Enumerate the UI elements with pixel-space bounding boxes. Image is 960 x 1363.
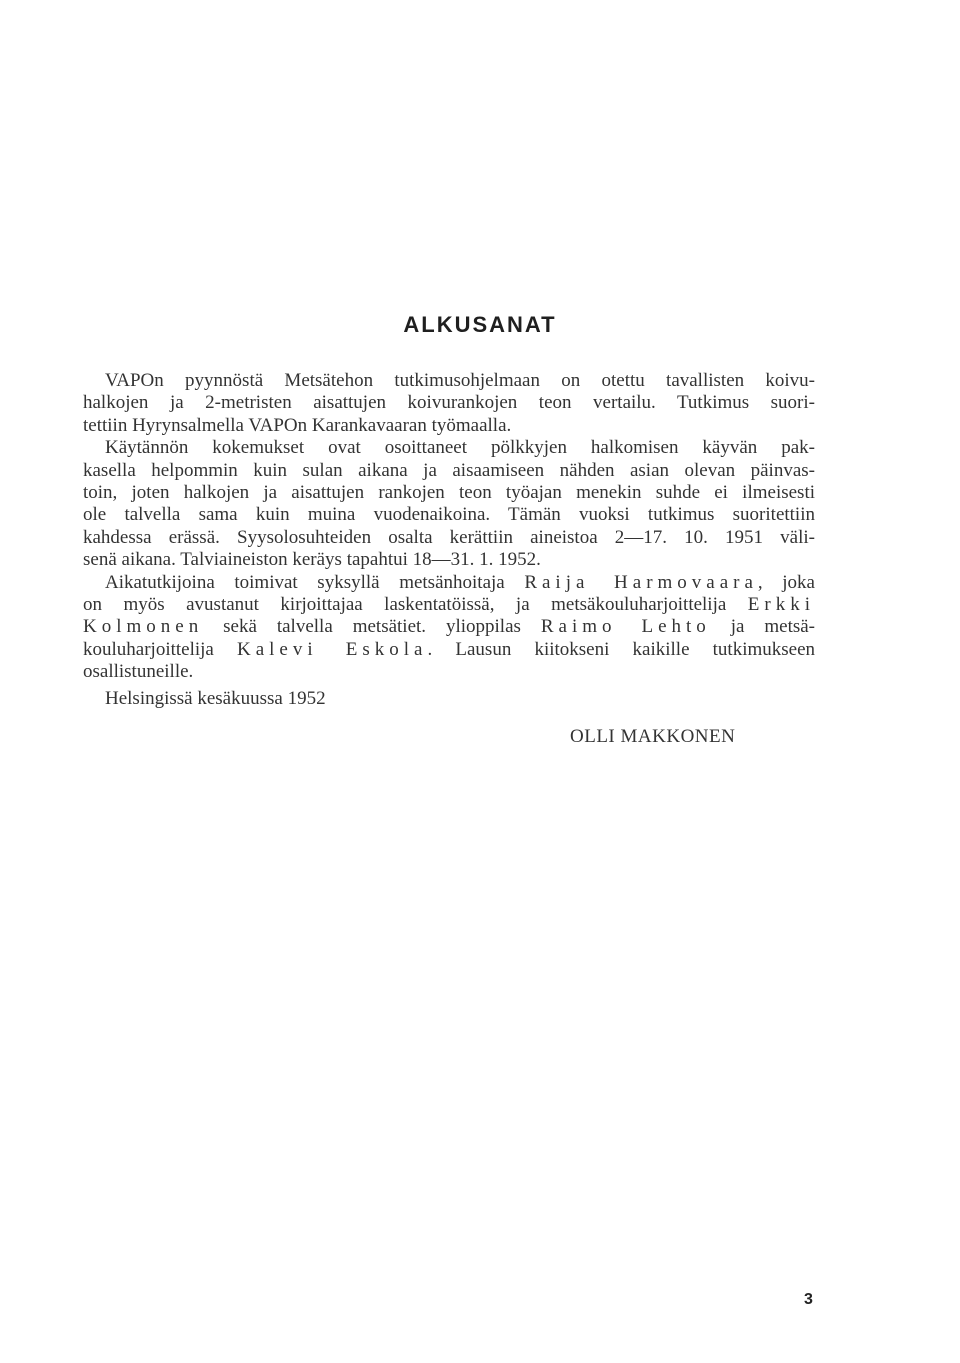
text-line: ole talvella sama kuin muina vuodenaikoina. Tämän vuoksi tutkimus suoritettiin — [83, 504, 815, 526]
text-fragment: on myös avustanut kirjoittajaa laskentatöissä, ja metsäkouluharjoittelija — [83, 594, 727, 616]
preface-body — [83, 370, 815, 684]
paragraph-acknowledgements — [83, 572, 815, 684]
author-signature: OLLI MAKKONEN — [570, 726, 736, 747]
text-line: toin, joten halkojen ja aisattujen rankojen teon työajan menekin suhde ei ilmeisesti — [83, 482, 815, 504]
text-fragment: sekä talvella metsätiet. ylioppilas — [223, 616, 521, 638]
text-fragment: , joka — [757, 571, 815, 593]
person-name: Raimo Lehto — [540, 616, 711, 638]
text-line — [83, 572, 815, 594]
text-fragment: ja metsä- — [730, 616, 816, 638]
text-line: senä aikana. Talviaineiston keräys tapahtui 18—31. 1. 1952. — [83, 549, 541, 571]
text-line: tettiin Hyrynsalmella VAPOn Karankavaaran työmaalla. — [83, 414, 512, 436]
text-line: osallistuneille. — [83, 661, 194, 683]
page-number: 3 — [804, 1291, 813, 1308]
text-fragment: kouluharjoittelija — [83, 638, 214, 660]
text-fragment: Aikatutkijoina toimivat syksyllä metsänhoitaja — [105, 571, 505, 593]
paragraph-intro — [83, 370, 815, 437]
place-and-date: Helsingissä kesäkuussa 1952 — [105, 688, 326, 709]
text-line: VAPOn pyynnöstä Metsätehon tutkimusohjelmaan on otettu tavallisten koivu- — [105, 370, 815, 391]
person-name: Erkki — [747, 594, 815, 616]
person-name: Kolmonen — [83, 616, 204, 638]
text-line: Käytännön kokemukset ovat osoittaneet pölkkyjen halkomisen käyvän pak- — [105, 437, 815, 459]
text-fragment: . Lausun kiitokseni kaikille tutkimukseen — [427, 638, 816, 660]
person-name: Raija Harmovaara — [524, 571, 758, 593]
page-title: ALKUSANAT — [403, 312, 557, 337]
paragraph-experience — [83, 437, 815, 571]
text-line: kasella helpommin kuin sulan aikana ja aisaamiseen nähden asian olevan päinvas- — [83, 459, 815, 481]
text-line — [83, 639, 815, 661]
text-line — [83, 616, 815, 638]
person-name: Kalevi Eskola — [237, 638, 428, 660]
text-line: halkojen ja 2-metristen aisattujen koivurankojen teon vertailu. Tutkimus suori- — [83, 392, 815, 414]
text-line — [83, 594, 815, 616]
text-line: kahdessa erässä. Syysolosuhteiden osalta kerättiin aineistoa 2—17. 10. 1951 väli- — [83, 526, 815, 548]
